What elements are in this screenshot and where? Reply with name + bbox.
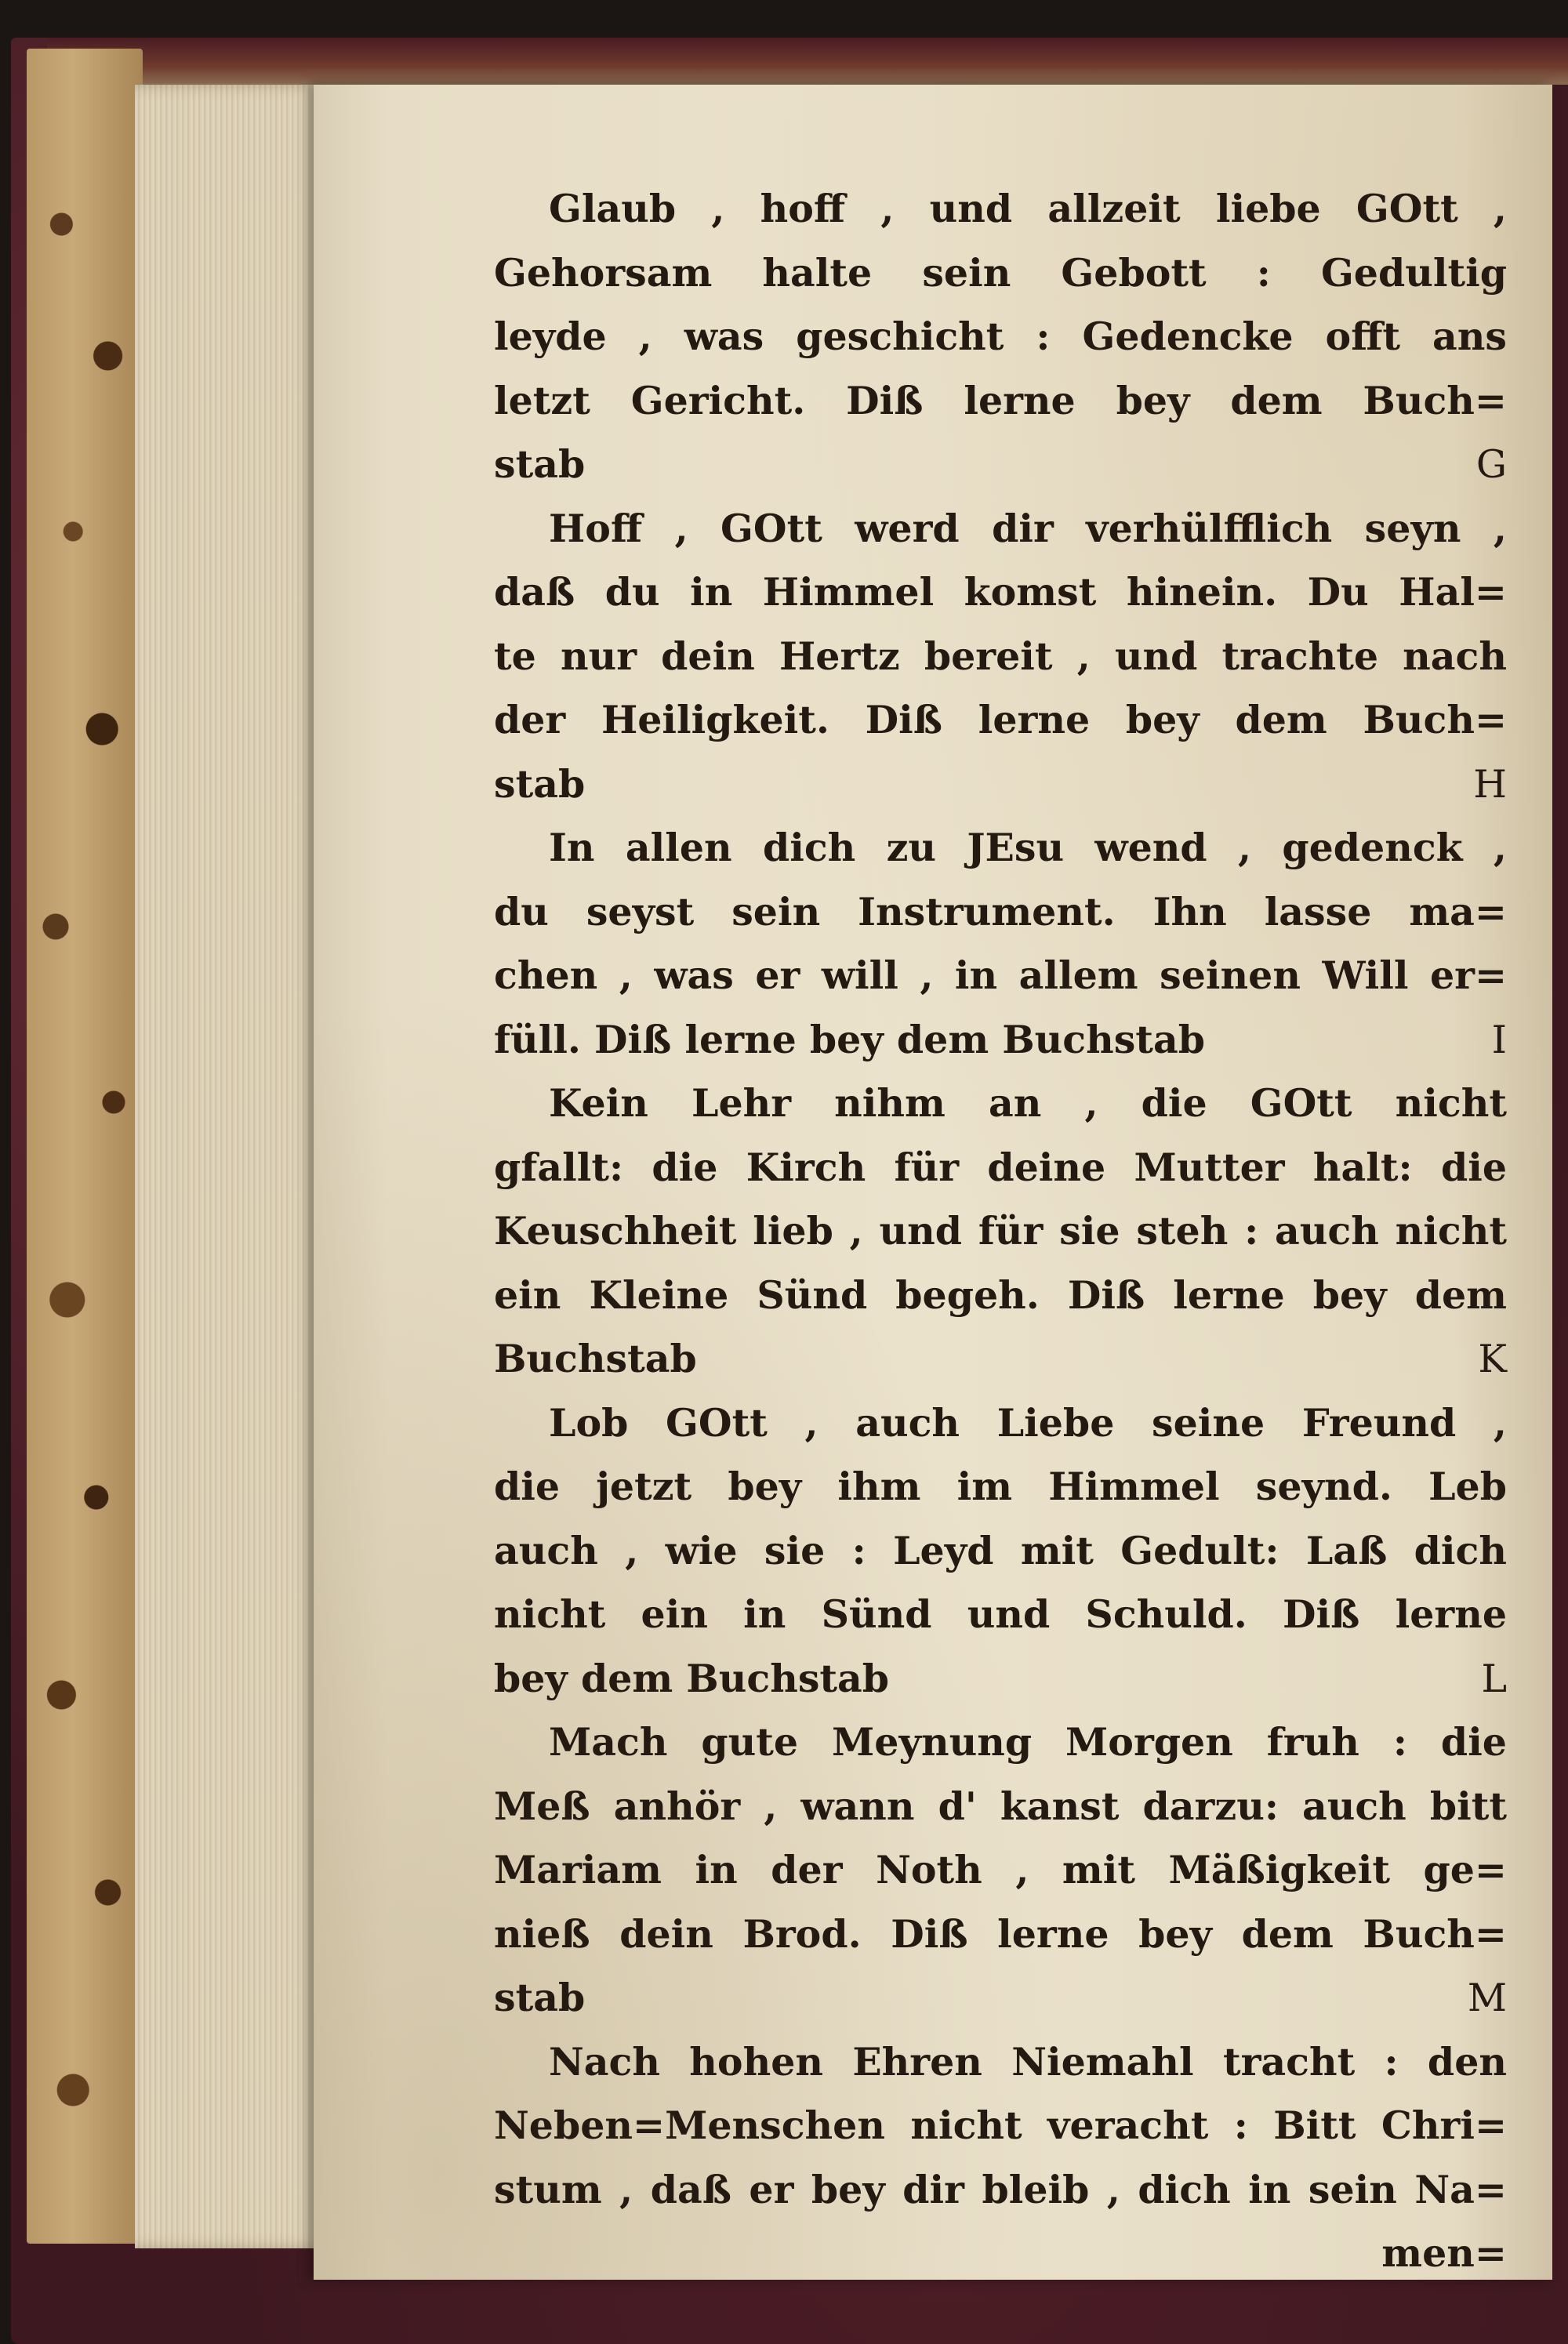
text-line: der Heiligkeit. Diß lerne bey dem Buch=: [494, 697, 1507, 742]
alphabet-letter: I: [1491, 1017, 1507, 1062]
alphabet-letter: H: [1473, 761, 1507, 807]
text-line: nicht ein in Sünd und Schuld. Diß lerne: [494, 1591, 1507, 1637]
text-line: du seyst sein Instrument. Ihn lasse ma=: [494, 888, 1507, 934]
text-line: In allen dich zu JEsu wend , gedenck ,: [549, 825, 1507, 870]
book-cover-top-edge: [47, 38, 1568, 85]
book-page: [314, 85, 1552, 2280]
alphabet-letter: K: [1478, 1337, 1507, 1381]
text-line: Lob GOtt , auch Liebe seine Freund ,: [549, 1399, 1507, 1446]
text-line: stab M: [494, 1966, 1507, 2030]
text-line: nieß dein Brod. Diß lerne bey dem Buch=: [494, 1910, 1507, 1957]
text-line: stab G: [494, 433, 1507, 497]
text-line: auch , wie sie : Leyd mit Gedult: Laß dich: [494, 1527, 1507, 1573]
text-line: Kein Lehr nihm an , die GOtt nicht: [549, 1080, 1507, 1126]
text-line: die jetzt bey ihm im Himmel seynd. Leb: [494, 1464, 1507, 1509]
text-line: Mariam in der Noth , mit Mäßigkeit ge=: [494, 1847, 1507, 1892]
text-line: stab H: [494, 753, 1507, 817]
text-line: füll. Diß lerne bey dem Buchstab I: [494, 1008, 1507, 1072]
text-line: daß du in Himmel komst hinein. Du Hal=: [494, 569, 1507, 615]
alphabet-letter: L: [1481, 1656, 1507, 1701]
text-line: Keuschheit lieb , und für sie steh : auch nicht: [494, 1208, 1507, 1254]
alphabet-letter: G: [1475, 442, 1507, 487]
page-text: [494, 177, 1507, 2286]
text-line: stum , daß er bey dir bleib , dich in sein Na=: [494, 2166, 1507, 2212]
text-line: leyde , was geschicht : Gedencke offt ans: [494, 314, 1507, 359]
page-edges: [135, 85, 323, 2248]
text-line: Hoff , GOtt werd dir verhülfflich seyn ,: [549, 505, 1507, 551]
text-line: Meß anhör , wann d' kanst darzu: auch bitt: [494, 1783, 1507, 1829]
text-line: Mach gute Meynung Morgen fruh : die: [549, 1719, 1507, 1765]
text-line: letzt Gericht. Diß lerne bey dem Buch=: [494, 377, 1507, 423]
text-line: chen , was er will , in allem seinen Will er=: [494, 952, 1507, 998]
text-line: te nur dein Hertz bereit , und trachte nach: [494, 633, 1507, 679]
alphabet-letter: M: [1467, 1976, 1507, 2020]
text-line: Buchstab K: [494, 1327, 1507, 1392]
text-line: Gehorsam halte sein Gebott : Gedultig: [494, 249, 1507, 296]
text-line: Glaub , hoff , und allzeit liebe GOtt ,: [549, 186, 1507, 231]
text-line: gfallt: die Kirch für deine Mutter halt: die: [494, 1144, 1507, 1190]
marbled-endpaper: [27, 49, 143, 2244]
text-line: Nach hohen Ehren Niemahl tracht : den: [549, 2038, 1507, 2085]
catchword: men=: [1381, 2230, 1507, 2276]
text-line: ein Kleine Sünd begeh. Diß lerne bey dem: [494, 1272, 1507, 1318]
text-line: bey dem Buchstab L: [494, 1647, 1507, 1711]
text-line: Neben=Menschen nicht veracht : Bitt Chri=: [494, 2103, 1507, 2148]
